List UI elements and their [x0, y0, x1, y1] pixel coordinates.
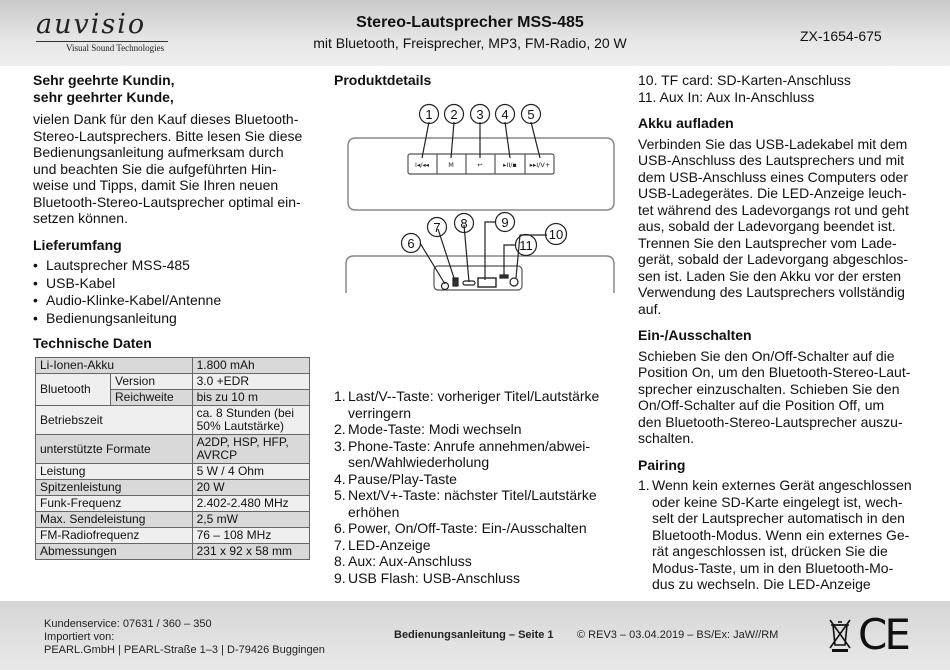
usb-port: [478, 278, 496, 287]
spec-label: Spitzenleistung: [36, 480, 193, 496]
spec-sublabel: Version: [111, 374, 193, 390]
callout-number: 5: [527, 107, 535, 122]
customer-service: Kundenservice: 07631 / 360 – 350: [44, 618, 212, 630]
right-column: [638, 72, 928, 593]
ein-ausschalten-heading: Ein-/Ausschalten: [638, 327, 752, 343]
product-details-list: [334, 388, 624, 586]
spec-table: [35, 357, 310, 560]
footer-contact: [44, 618, 325, 657]
spec-label: Abmessungen: [36, 544, 193, 560]
led-indicator: [453, 278, 458, 286]
callout-number: 3: [476, 107, 484, 122]
intro-line: setzen können.: [33, 210, 128, 226]
table-row: [36, 406, 310, 435]
intro-text: [33, 111, 318, 227]
intro-line: Bluetooth-Stereo-Lautsprecher optimal ein-: [33, 193, 301, 210]
text-line: Wenn kein externes Gerät angeschlossen: [652, 477, 912, 493]
list-item-line: Last/V--Taste: vorheriger Titel/Lautstärke: [348, 388, 600, 404]
pairing-step-number: 1.: [638, 477, 650, 493]
text-line: Schieben Sie den On/Off-Schalter auf die: [638, 347, 895, 364]
list-item-number: 9.: [334, 569, 346, 586]
text-line: tet während des Ladevorgangs rot und geht: [638, 201, 909, 218]
callout-number: 4: [501, 107, 509, 122]
table-row: [36, 544, 310, 560]
footer-manual-page: Bedienungsanleitung – Seite 1: [394, 629, 554, 641]
list-item: • Audio-Klinke-Kabel/Antenne: [33, 292, 318, 310]
lieferumfang-heading: Lieferumfang: [33, 236, 122, 253]
spec-value: 76 – 108 MHz: [192, 528, 309, 544]
text-line: rät angeschlossen ist, drücken Sie die: [652, 543, 888, 559]
callout-leader: [438, 229, 455, 281]
spec-value: 2.402-2.480 MHz: [192, 496, 309, 512]
list-item: • USB-Kabel: [33, 275, 318, 293]
text-line: auf.: [638, 300, 662, 317]
callout-leader: [505, 122, 510, 158]
aux-in-port: [510, 278, 518, 286]
spec-value: 231 x 92 x 58 mm: [192, 544, 309, 560]
list-item-line: Power, On/Off-Taste: Ein-/Ausschalten: [348, 520, 587, 536]
technische-daten-heading: Technische Daten: [33, 335, 152, 351]
spec-value: bis zu 10 m: [192, 390, 309, 406]
intro-line: und beachten Sie die aufgeführten Hin-: [33, 160, 277, 177]
table-row: [36, 512, 310, 528]
list-item-line: erhöhen: [348, 503, 400, 520]
list-item: [334, 438, 624, 471]
list-item-line: Mode-Taste: Modi wechseln: [348, 421, 522, 437]
text-line: sprecher einzuschalten. Schieben Sie den: [638, 380, 900, 397]
callout-number: 10: [548, 227, 564, 242]
text-line: Modus-Taste, um in den Bluetooth-Mo-: [652, 559, 894, 576]
pairing-text: [652, 477, 928, 593]
spec-sublabel: Reichweite: [111, 390, 193, 406]
table-row: [36, 358, 310, 374]
text-line: den Bluetooth-Stereo-Lautsprecher auszu-: [638, 413, 903, 430]
spec-label: unterstützte Formate: [36, 435, 193, 464]
greeting-line-1: Sehr geehrte Kundin,: [33, 72, 175, 88]
ce-mark: CE: [858, 610, 908, 659]
callout-number: 11: [519, 238, 533, 253]
text-line: Verbinden Sie das USB-Ladekabel mit dem: [638, 135, 908, 152]
detail-item-10: 10. TF card: SD-Karten-Anschluss: [638, 72, 851, 88]
list-item-line: sen/Wahlwiederholung: [348, 454, 490, 470]
list-item: [334, 553, 624, 570]
list-item: [334, 421, 624, 438]
pairing-step: [638, 477, 928, 593]
spec-value: 20 W: [192, 480, 309, 496]
list-item-number: 2.: [334, 421, 346, 437]
list-item: [334, 471, 624, 488]
mode-button-icon: M: [448, 161, 454, 169]
callout-leader: [464, 225, 469, 282]
callout-number: 7: [433, 220, 441, 235]
list-item: • Lautsprecher MSS-485: [33, 257, 318, 275]
text-line: dem USB-Anschluss eines Computers oder: [638, 168, 909, 185]
text-line: Trennen Sie den Lautsprecher vom Lade-: [638, 234, 897, 251]
logo-wordmark: auvisio: [36, 9, 147, 40]
callout-number: 8: [460, 216, 468, 231]
spec-value: [192, 435, 309, 464]
spec-value-line: AVRCP: [196, 448, 238, 462]
text-line: Position On, um den Bluetooth-Stereo-Laut-: [638, 364, 911, 380]
ein-ausschalten-text: [638, 348, 928, 447]
produktdetails-heading: Produktdetails: [334, 72, 432, 88]
left-column: [33, 72, 318, 352]
text-line: Bluetooth-Modus. Wenn ein externes Ge-: [652, 526, 910, 543]
text-line: oder keine SD-Karte eingelegt ist, wech-: [652, 493, 903, 510]
spec-value: 2,5 mW: [192, 512, 309, 528]
list-item-line: USB Flash: USB-Anschluss: [348, 569, 520, 586]
spec-label: FM-Radiofrequenz: [36, 528, 193, 544]
table-row: [36, 496, 310, 512]
next-button-icon: ▸▸I/V+: [529, 161, 551, 169]
text-line: USB-Anschluss des Lautsprechers und mit: [638, 152, 905, 168]
callout-leader: [504, 245, 516, 276]
product-diagram: [330, 98, 630, 293]
callout-leader: [485, 222, 496, 280]
table-row: [36, 435, 310, 464]
logo-underline: [36, 41, 168, 42]
table-row: [36, 480, 310, 496]
spec-label: Max. Sendeleistung: [36, 512, 193, 528]
list-item-line: verringern: [348, 404, 412, 421]
pairing-heading: Pairing: [638, 456, 686, 473]
list-item-number: 5.: [334, 487, 346, 503]
importer-address: PEARL.GmbH | PEARL-Straße 1–3 | D-79426 Buggingen: [44, 644, 325, 656]
text-line: gerät, sobald der Ladevorgang abgeschlos-: [638, 251, 909, 267]
list-item-number: 7.: [334, 536, 346, 553]
list-item-number: 3.: [334, 437, 346, 454]
callout-number: 1: [425, 107, 433, 122]
list-item: [334, 537, 624, 554]
spec-value-line: A2DP, HSP, HFP,: [196, 435, 289, 449]
akku-aufladen-text: [638, 136, 928, 318]
text-line: USB-Ladegerätes. Die LED-Anzeige leuch-: [638, 185, 907, 201]
logo-tagline: Visual Sound Technologies: [66, 43, 165, 53]
spec-label: Funk-Frequenz: [36, 496, 193, 512]
list-item: • Bedienungsanleitung: [33, 310, 318, 328]
list-item-line: LED-Anzeige: [348, 536, 431, 553]
detail-item-11: 11. Aux In: Aux In-Anschluss: [638, 88, 815, 105]
spec-label: Betriebszeit: [36, 406, 193, 435]
callout-leader: [422, 122, 429, 158]
greeting-line-2: sehr geehrter Kunde,: [33, 88, 174, 105]
list-item-line: Phone-Taste: Anrufe annehmen/abwei-: [348, 437, 591, 454]
spec-value: [192, 406, 309, 435]
text-line: selt der Lautsprecher automatisch in den: [652, 510, 905, 526]
list-item-number: 6.: [334, 520, 346, 536]
list-item-line: Pause/Play-Taste: [348, 470, 457, 487]
callout-leader: [451, 122, 454, 158]
intro-line: weise und Tipps, damit Sie Ihren neuen: [33, 177, 279, 193]
list-item: [334, 570, 624, 587]
product-subtitle: mit Bluetooth, Freisprecher, MP3, FM-Radio, 20 W: [313, 35, 627, 51]
play-pause-button-icon: ▸II/▪: [503, 161, 517, 169]
importer-label: Importiert von:: [44, 631, 115, 643]
text-line: schalten.: [638, 430, 695, 446]
spec-value: 3.0 +EDR: [192, 374, 309, 390]
list-item-line: Next/V+-Taste: nächster Titel/Lautstärke: [348, 487, 597, 503]
phone-button-icon: ↩: [477, 161, 483, 169]
product-title: Stereo-Lautsprecher MSS-485: [356, 14, 584, 31]
numbered-list: [334, 388, 624, 586]
list-item-number: 1.: [334, 388, 346, 404]
spec-value-line: ca. 8 Stunden (bei: [196, 406, 295, 420]
callout-leader: [420, 243, 445, 284]
intro-line: vielen Dank für den Kauf dieses Bluetooth-: [33, 111, 299, 127]
callout-number: 2: [450, 107, 458, 122]
footer-revision: © REV3 – 03.04.2019 – BS/Ex: JaW//RM: [577, 629, 779, 641]
list-item-number: 8.: [334, 553, 346, 569]
akku-aufladen-heading: Akku aufladen: [638, 115, 734, 131]
spec-label: Leistung: [36, 464, 193, 480]
spec-label: Li-Ionen-Akku: [36, 358, 193, 374]
spec-value-line: 50% Lautstärke): [196, 419, 285, 433]
last-button-icon: I◂/◂◂: [415, 161, 429, 169]
intro-line: Bedienungsanleitung aufmerksam durch: [33, 144, 284, 160]
text-line: dus zu wechseln. Die LED-Anzeige: [652, 576, 871, 592]
list-item-number: 4.: [334, 470, 346, 487]
weee-bin-icon: [828, 617, 852, 653]
brand-logo: [36, 9, 168, 53]
intro-line: Stereo-Lautsprechers. Bitte lesen Sie diese: [33, 127, 303, 144]
table-row: [36, 374, 310, 390]
text-line: aus, sobald der Ladevorgang beendet ist.: [638, 218, 896, 234]
callout-number: 6: [407, 236, 415, 251]
article-code: ZX-1654-675: [800, 28, 882, 44]
list-item: [334, 487, 624, 520]
spec-value: 1.800 mAh: [192, 358, 309, 374]
spec-value: 5 W / 4 Ohm: [192, 464, 309, 480]
callout-number: 9: [501, 215, 509, 230]
callout-leader: [531, 122, 540, 158]
table-row: [36, 464, 310, 480]
spec-label: Bluetooth: [36, 374, 111, 406]
text-line: sen ist. Laden Sie den Akku vor der ersten: [638, 267, 902, 284]
list-item: [334, 388, 624, 421]
list-item: [334, 520, 624, 537]
text-line: Verwendung des Lautsprechers vollständig: [638, 284, 905, 300]
table-row: [36, 528, 310, 544]
list-item-line: Aux: Aux-Anschluss: [348, 553, 472, 569]
text-line: On/Off-Schalter auf die Position Off, um: [638, 397, 885, 413]
lieferumfang-list: [33, 257, 318, 327]
